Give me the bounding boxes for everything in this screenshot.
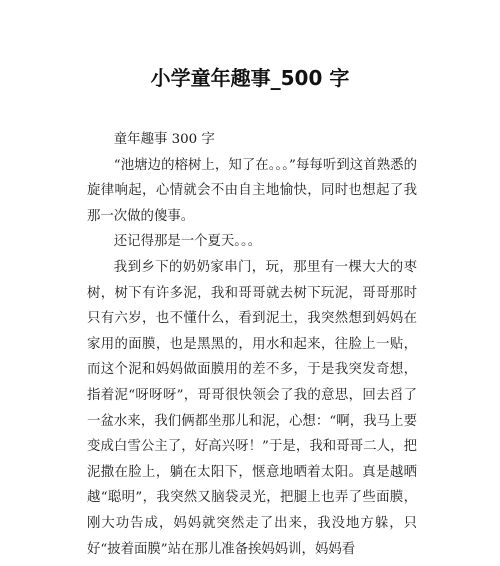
body-paragraph: 童年趣事 300 字 xyxy=(113,132,215,147)
body-paragraph: 还记得那是一个夏天。。。 xyxy=(113,234,262,250)
body-paragraph: 我到乡下的奶奶家串门，玩，那里有一棵大大的枣树，树下有许多泥，我和哥哥就去树下玩泥，哥哥那时只有六岁，也不懂什么，看到泥土，我突然想到妈妈在家用的面膜，也是黑黑的，用水和起来，往脸上一贴，而这个泥和妈妈做面膜用的差不多，于是我突发奇想，指着泥“呀呀呀”，哥哥很快领会了我的意思，回去舀了一盆水来，我们俩都坐那儿和泥，心想：“啊，我马上要变成白雪公主了，好高兴呀！”于是，我和哥哥二人，把泥撒在脸上，躺在太阳下，惬意地晒着太阳。真是越晒越“聪明”，我突然又脑袋灵光，把腿上也弄了些面膜，刚大功告成，妈妈就突然走了出来，我没地方躲，只好“披着面膜”站在那儿准备挨妈妈训，妈妈看 xyxy=(87,259,417,557)
body-paragraph: “池塘边的榕树上，知了在。。。”每每听到这首熟悉的旋律响起，心情就会不由自主地愉快，同时也想起了我那一次做的傻事。 xyxy=(87,157,417,224)
document-title: 小学童年趣事_500 字 xyxy=(150,66,350,90)
document-body xyxy=(87,127,417,562)
